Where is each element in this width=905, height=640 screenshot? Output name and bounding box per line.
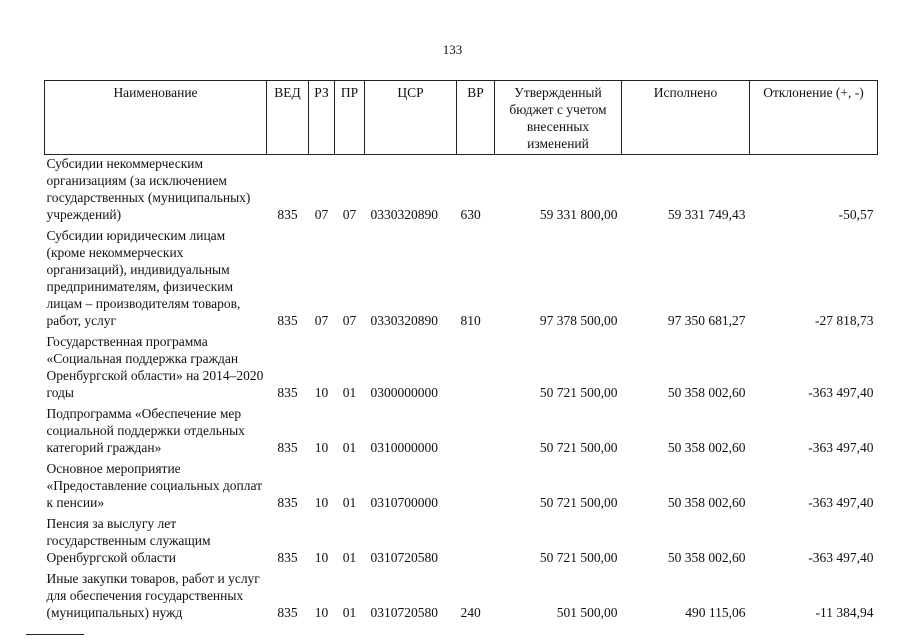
row-ved: 835 <box>277 605 298 620</box>
table-row <box>45 227 878 333</box>
header-name: Наименование <box>45 81 267 155</box>
row-deviation: -363 497,40 <box>808 495 874 510</box>
footnote-divider <box>26 634 84 635</box>
row-rz: 10 <box>314 495 329 510</box>
row-budget: 59 331 800,00 <box>539 207 618 222</box>
row-executed: 50 358 002,60 <box>667 440 746 455</box>
header-ved: ВЕД <box>267 81 309 155</box>
row-rz: 10 <box>314 385 329 400</box>
table-row <box>45 155 878 228</box>
row-name: Субсидии юридическим лицам (кроме некоммерческих организаций), индивидуальным предпринимателям, физическим лицам – производителям товаров, работ, услуг <box>46 228 241 328</box>
table-header <box>45 81 878 155</box>
header-deviation: Отклонение (+, -) <box>750 81 878 155</box>
row-vr: 630 <box>460 207 481 222</box>
table-row <box>45 333 878 405</box>
table-body <box>45 155 878 626</box>
row-executed: 490 115,06 <box>685 605 746 620</box>
table-row <box>45 515 878 570</box>
row-ved: 835 <box>277 550 298 565</box>
row-pr: 01 <box>342 605 357 620</box>
budget-execution-table <box>44 80 878 625</box>
header-budget: Утвержденный бюджет с учетом внесенных изменений <box>495 81 622 155</box>
row-executed: 50 358 002,60 <box>667 385 746 400</box>
row-budget: 97 378 500,00 <box>539 313 618 328</box>
row-name: Основное мероприятие «Предоставление социальных доплат к пенсии» <box>46 461 263 510</box>
row-csr: 0330320890 <box>370 207 438 222</box>
row-executed: 50 358 002,60 <box>667 495 746 510</box>
row-vr: 240 <box>460 605 481 620</box>
row-name: Подпрограмма «Обеспечение мер социальной поддержки отдельных категорий граждан» <box>46 406 245 455</box>
row-deviation: -363 497,40 <box>808 550 874 565</box>
row-pr: 01 <box>342 550 357 565</box>
header-csr: ЦСР <box>365 81 457 155</box>
row-rz: 07 <box>314 207 329 222</box>
row-vr <box>457 460 495 515</box>
row-pr: 07 <box>342 207 357 222</box>
table-row <box>45 405 878 460</box>
header-pr: ПР <box>335 81 365 155</box>
row-pr: 01 <box>342 440 357 455</box>
row-rz: 10 <box>314 605 329 620</box>
row-ved: 835 <box>277 440 298 455</box>
row-pr: 01 <box>342 495 357 510</box>
row-deviation: -363 497,40 <box>808 385 874 400</box>
row-name: Государственная программа «Социальная поддержка граждан Оренбургской области» на 2014–2020 годы <box>46 334 264 400</box>
row-deviation: -363 497,40 <box>808 440 874 455</box>
row-pr: 01 <box>342 385 357 400</box>
row-ved: 835 <box>277 495 298 510</box>
row-ved: 835 <box>277 385 298 400</box>
row-executed: 50 358 002,60 <box>667 550 746 565</box>
row-rz: 10 <box>314 440 329 455</box>
row-budget: 501 500,00 <box>556 605 618 620</box>
table-row <box>45 570 878 625</box>
row-budget: 50 721 500,00 <box>539 385 618 400</box>
row-deviation: -27 818,73 <box>815 313 874 328</box>
row-rz: 07 <box>314 313 329 328</box>
row-executed: 97 350 681,27 <box>667 313 746 328</box>
row-deviation: -11 384,94 <box>815 605 874 620</box>
row-ved: 835 <box>277 313 298 328</box>
row-csr: 0330320890 <box>370 313 438 328</box>
row-vr <box>457 515 495 570</box>
page-number: 133 <box>442 42 463 57</box>
table-row <box>45 460 878 515</box>
row-vr <box>457 333 495 405</box>
row-csr: 0300000000 <box>370 385 438 400</box>
row-csr: 0310000000 <box>370 440 438 455</box>
row-rz: 10 <box>314 550 329 565</box>
row-csr: 0310720580 <box>370 605 438 620</box>
row-executed: 59 331 749,43 <box>667 207 746 222</box>
row-name: Иные закупки товаров, работ и услуг для обеспечения государственных (муниципальных) нужд <box>46 571 260 620</box>
row-budget: 50 721 500,00 <box>539 440 618 455</box>
row-name: Пенсия за выслугу лет государственным служащим Оренбургской области <box>46 516 211 565</box>
header-rz: РЗ <box>309 81 335 155</box>
row-csr: 0310720580 <box>370 550 438 565</box>
row-csr: 0310700000 <box>370 495 438 510</box>
header-executed: Исполнено <box>622 81 750 155</box>
row-budget: 50 721 500,00 <box>539 550 618 565</box>
row-name: Субсидии некоммерческим организациям (за исключением государственных (муниципальных) учреждений) <box>46 156 251 222</box>
header-vr: ВР <box>457 81 495 155</box>
row-vr <box>457 405 495 460</box>
row-budget: 50 721 500,00 <box>539 495 618 510</box>
row-vr: 810 <box>460 313 481 328</box>
row-deviation: -50,57 <box>838 207 874 222</box>
row-pr: 07 <box>342 313 357 328</box>
row-ved: 835 <box>277 207 298 222</box>
